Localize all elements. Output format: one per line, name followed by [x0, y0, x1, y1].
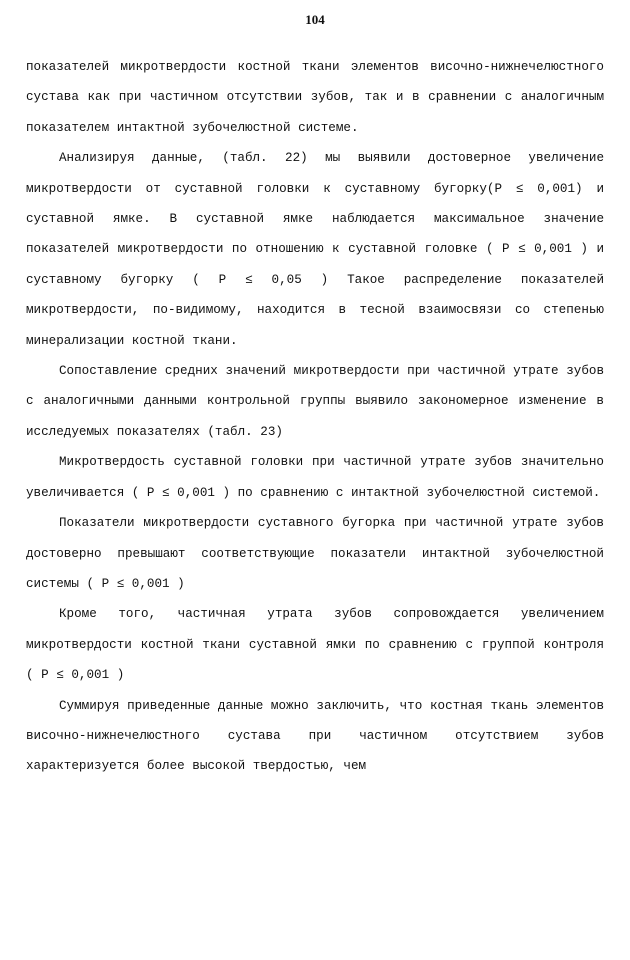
paragraph-condyle: Микротвердость суставной головки при частичной утрате зубов значительно увеличивается ( P ≤ 0,001 ) по сравнению с интактной зубочелюстной системой.: [26, 455, 604, 500]
paragraph-summary: Суммируя приведенные данные можно заключить, что костная ткань элементов височно-нижнечелюстного сустава при частичном отсутствием зубов характеризуется более высокой твердостью, чем: [26, 698, 604, 774]
paragraph-tubercle: Показатели микротвердости суставного бугорка при частичной утрате зубов достоверно превышают соответствующие показатели интактной зубочелюстной системы ( P ≤ 0,001 ): [26, 516, 604, 591]
document-body: [26, 52, 604, 782]
page-number: 104: [305, 12, 325, 27]
paragraph-comparison: Сопоставление средних значений микротвердости при частичной утрате зубов с аналогичными данными контрольной группы выявило закономерное изменение в исследуемых показателях (табл. 23): [26, 364, 604, 439]
paragraph-fossa: Кроме того, частичная утрата зубов сопровождается увеличением микротвердости костной ткани суставной ямки по сравнению с группой контроля ( P ≤ 0,001 ): [26, 607, 604, 683]
paragraph-analysis: Анализируя данные, (табл. 22) мы выявили достоверное увеличение микротвердости от суставной головки к суставному бугорку(P ≤ 0,001) и суставной ямке. В суставной ямке наблюдается максимальное значение показателей микротвердости по отношению к суставной головке ( P ≤ 0,001 ) и суставному бугорку ( P ≤ 0,05 ) Такое распределение показателей микротвердости, по-видимому, находится в тесной взаимосвязи со степенью минерализации костной ткани.: [26, 151, 604, 348]
paragraph-continuation: показателей микротвердости костной ткани элементов височно-нижнечелюстного сустава как при частичном отсутствии зубов, так и в сравнении с аналогичным показателем интактной зубочелюстной системе.: [26, 60, 604, 135]
